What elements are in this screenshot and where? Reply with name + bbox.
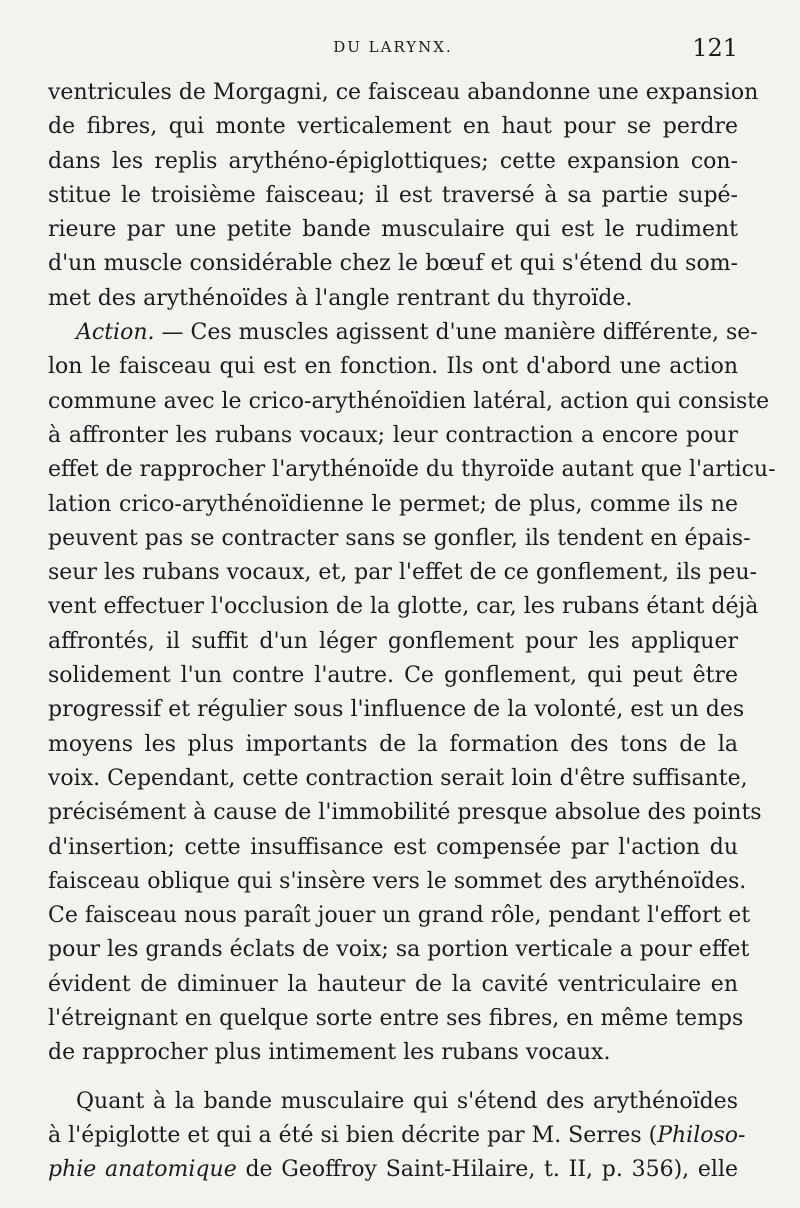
paragraph-2 [48, 316, 776, 1071]
text-line: solidement l'un contre l'autre. Ce gonflement, qui peut être [48, 663, 738, 689]
text-line: précisément à cause de l'immobilité presque absolue des points [48, 800, 762, 826]
text-line: met des arythénoïdes à l'angle rentrant du thyroïde. [48, 285, 633, 311]
text-line: évident de diminuer la hauteur de la cavité ventriculaire en [48, 971, 738, 997]
text-line: Ce faisceau nous paraît jouer un grand rôle, pendant l'effort et [48, 903, 751, 929]
text-line: dans les replis arythéno-épiglottiques; cette expansion con- [48, 148, 738, 174]
text-line: d'un muscle considérable chez le bœuf et qui s'étend du som- [48, 251, 738, 277]
paragraph-3 [48, 1085, 746, 1188]
text-line [48, 316, 758, 350]
text-line: d'insertion; cette insuffisance est compensée par l'action du [48, 834, 738, 860]
paragraph-1 [48, 76, 759, 316]
text-segment: — Ces muscles agissent d'une manière différente, se- [154, 320, 758, 346]
text-line: affrontés, il suffit d'un léger gonflement pour les appliquer [48, 628, 738, 654]
text-line: seur les rubans vocaux, et, par l'effet de ce gonflement, ils peu- [48, 560, 758, 586]
text-line: effet de rapprocher l'arythénoïde du thyroïde autant que l'articu- [48, 457, 776, 483]
text-line: ventricules de Morgagni, ce faisceau abandonne une expansion [48, 80, 759, 105]
text-line: Quant à la bande musculaire qui s'étend des arythénoïdes [76, 1088, 738, 1114]
text-line: peuvent pas se contracter sans se gonfler, ils tendent en épais- [48, 525, 751, 551]
text-line: de fibres, qui monte verticalement en haut pour se perdre [48, 114, 738, 140]
text-line: faisceau oblique qui s'insère vers le sommet des arythénoïdes. [48, 868, 747, 894]
text-line: de rapprocher plus intimement les rubans vocaux. [48, 1040, 611, 1066]
text-line: lon le faisceau qui est en fonction. Ils ont d'abord une action [48, 354, 738, 380]
text-line [48, 1153, 738, 1187]
text-line: à affronter les rubans vocaux; leur contraction a encore pour [48, 422, 738, 448]
page-header [48, 34, 738, 64]
text-line: commune avec le crico-arythénoïdien latéral, action qui consiste [48, 388, 770, 414]
page-number: 121 [692, 34, 738, 62]
text-segment: de Geoffroy Saint-Hilaire, t. II, p. 356), elle [236, 1157, 738, 1183]
text-line: l'étreignant en quelque sorte entre ses fibres, en même temps [48, 1006, 744, 1032]
text-line: progressif et régulier sous l'influence de la volonté, est un des [48, 697, 745, 723]
text-line: vent effectuer l'occlusion de la glotte, car, les rubans étant déjà [48, 594, 759, 620]
text-line: moyens les plus importants de la formation des tons de la [48, 731, 738, 757]
section-label-action: Action. [76, 320, 155, 346]
book-title-part: Philoso- [657, 1122, 746, 1148]
body-text [48, 76, 776, 1188]
book-title-part: phie anatomique [48, 1157, 237, 1183]
text-line [48, 1119, 746, 1153]
running-title: DU LARYNX. [333, 38, 453, 56]
text-line: pour les grands éclats de voix; sa portion verticale a pour effet [48, 937, 750, 963]
text-segment: à l'épiglotte et qui a été si bien décrite par M. Serres ( [48, 1122, 658, 1148]
text-line: voix. Cependant, cette contraction serait loin d'être suffisante, [48, 765, 748, 791]
text-line: lation crico-arythénoïdienne le permet; de plus, comme ils ne [48, 491, 738, 517]
text-line: stitue le troisième faisceau; il est traversé à sa partie supé- [48, 182, 738, 208]
text-line: rieure par une petite bande musculaire qui est le rudiment [48, 217, 738, 243]
